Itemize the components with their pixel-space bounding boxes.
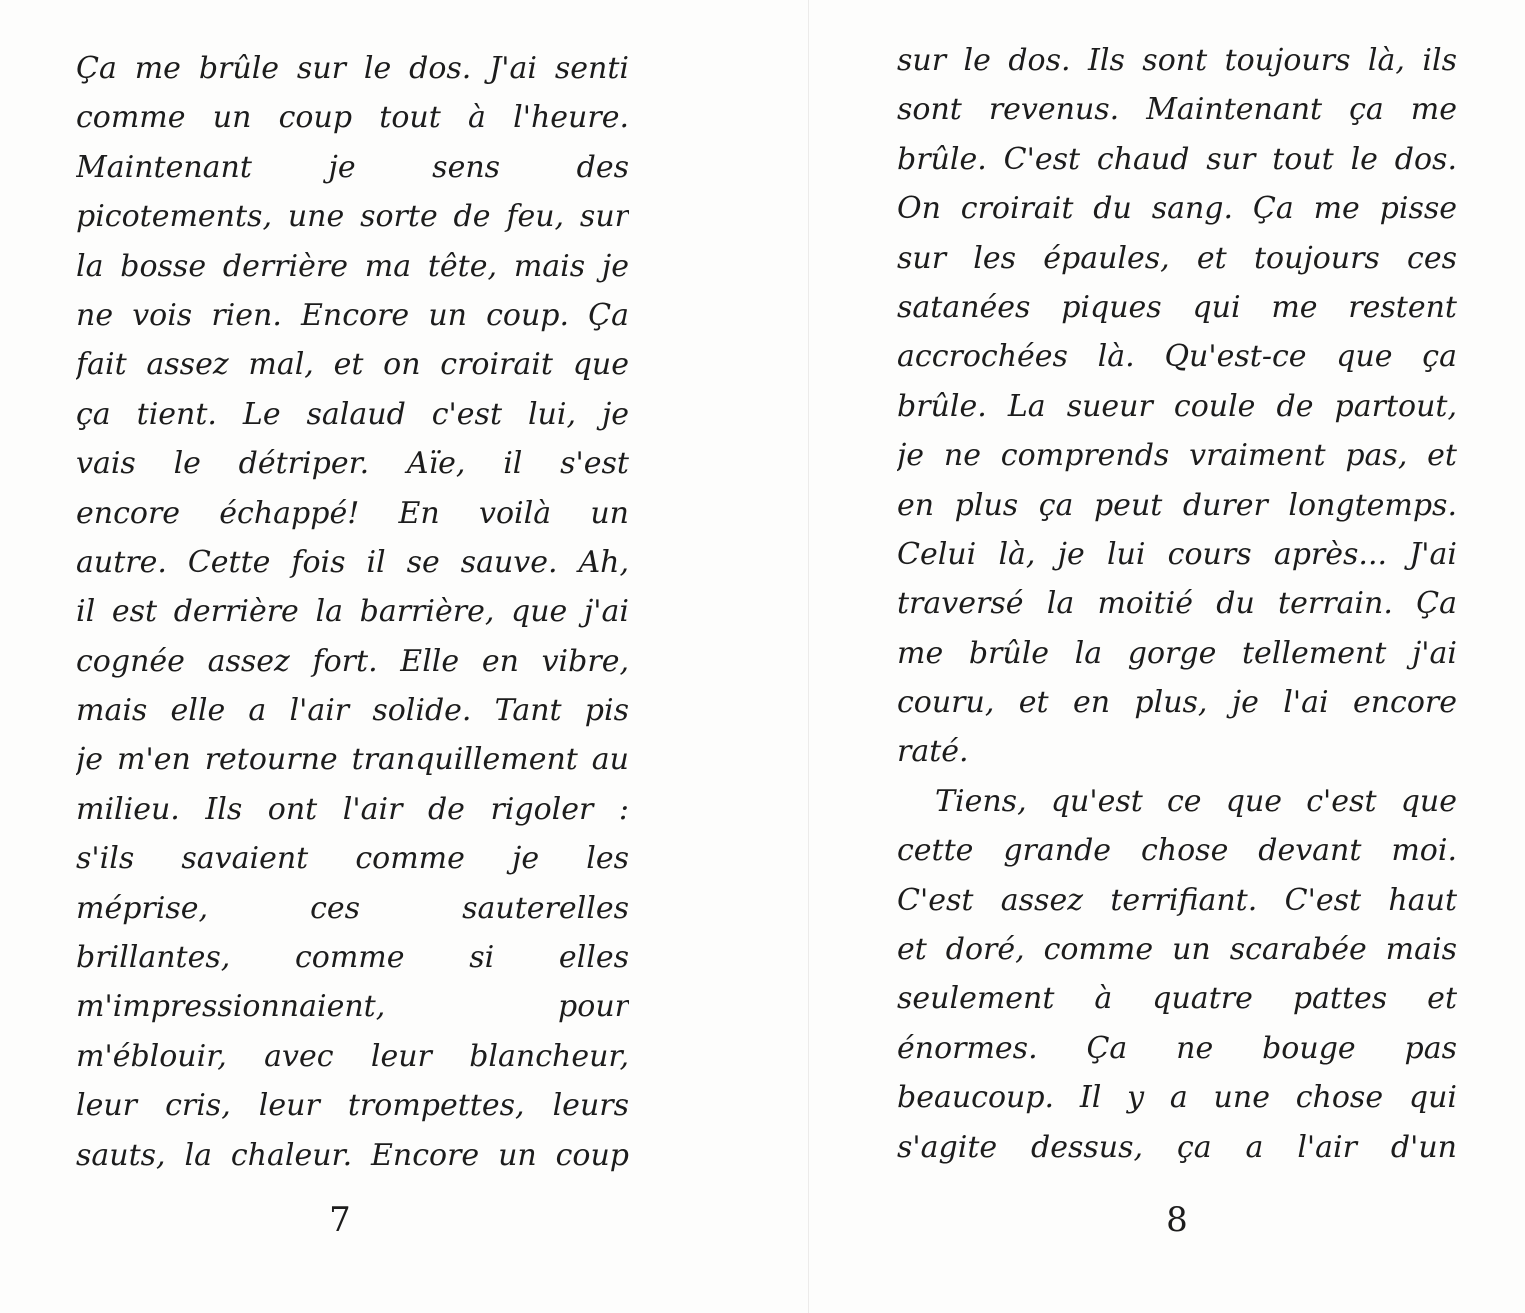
text-line: mais elle a l'air solide. Tant pis	[76, 693, 629, 729]
text-line: accrochées là. Qu'est-ce que ça	[897, 339, 1457, 375]
page-number: 8	[1166, 1200, 1188, 1240]
text-line: méprise, ces sauterelles	[76, 890, 629, 926]
text-line: s'ils savaient comme je les	[76, 841, 629, 877]
text-line: comme un coup tout à l'heure.	[76, 100, 629, 136]
text-line: brillantes, comme si elles	[76, 940, 629, 976]
text-line: traversé la moitié du terrain. Ça	[897, 586, 1457, 622]
text-line: encore échappé! En voilà un	[76, 495, 629, 531]
text-line: Ça me brûle sur le dos. J'ai senti	[76, 51, 629, 86]
text-line: milieu. Ils ont l'air de rigoler :	[76, 791, 629, 827]
text-line: Maintenant je sens des	[76, 149, 629, 185]
text-line: cette grande chose devant moi.	[897, 833, 1457, 869]
text-line: il est derrière la barrière, que j'ai	[76, 594, 629, 630]
left-page-text	[76, 44, 629, 1180]
text-line: je ne comprends vraiment pas, et	[897, 438, 1457, 474]
text-line: raté.	[897, 734, 969, 770]
text-line: me brûle la gorge tellement j'ai	[897, 635, 1457, 671]
text-line: seulement à quatre pattes et	[897, 981, 1457, 1017]
text-line: sont revenus. Maintenant ça me	[897, 92, 1457, 128]
text-line: brûle. C'est chaud sur tout le dos.	[897, 141, 1457, 177]
text-line: je m'en retourne tranquillement au	[76, 742, 629, 778]
right-page	[809, 0, 1525, 1313]
text-line: C'est assez terrifiant. C'est haut	[897, 882, 1457, 918]
text-line: sauts, la chaleur. Encore un coup	[76, 1137, 629, 1173]
text-line: couru, et en plus, je l'ai encore	[897, 685, 1457, 721]
text-line: sur le dos. Ils sont toujours là, ils	[897, 43, 1457, 78]
text-line: Celui là, je lui cours après... J'ai	[897, 536, 1457, 572]
text-line: vais le détriper. Aïe, il s'est	[76, 446, 629, 482]
text-line: en plus ça peut durer longtemps.	[897, 487, 1457, 523]
text-line: m'éblouir, avec leur blancheur,	[76, 1038, 629, 1074]
page-number: 7	[329, 1200, 351, 1240]
text-line: et doré, comme un scarabée mais	[897, 932, 1457, 968]
text-line: ça tient. Le salaud c'est lui, je	[76, 396, 629, 432]
text-line: s'agite dessus, ça a l'air d'un	[897, 1129, 1457, 1165]
text-line: satanées piques qui me restent	[897, 289, 1457, 325]
text-line: énormes. Ça ne bouge pas	[897, 1030, 1457, 1066]
text-line: On croirait du sang. Ça me pisse	[897, 191, 1457, 227]
text-line: fait assez mal, et on croirait que	[76, 347, 629, 383]
text-line: ne vois rien. Encore un coup. Ça	[76, 297, 629, 333]
text-line: sur les épaules, et toujours ces	[897, 240, 1457, 276]
text-line: cognée assez fort. Elle en vibre,	[76, 643, 629, 679]
text-line: m'impressionnaient, pour	[76, 989, 629, 1025]
text-line: beaucoup. Il y a une chose qui	[897, 1080, 1457, 1116]
text-line: autre. Cette fois il se sauve. Ah,	[76, 544, 629, 580]
text-line: brûle. La sueur coule de partout,	[897, 388, 1457, 424]
text-line: leur cris, leur trompettes, leurs	[76, 1088, 629, 1124]
right-page-text	[897, 36, 1457, 1172]
text-line: picotements, une sorte de feu, sur	[76, 199, 629, 235]
text-line: Tiens, qu'est ce que c'est que	[935, 783, 1457, 819]
text-line: la bosse derrière ma tête, mais je	[76, 248, 629, 284]
